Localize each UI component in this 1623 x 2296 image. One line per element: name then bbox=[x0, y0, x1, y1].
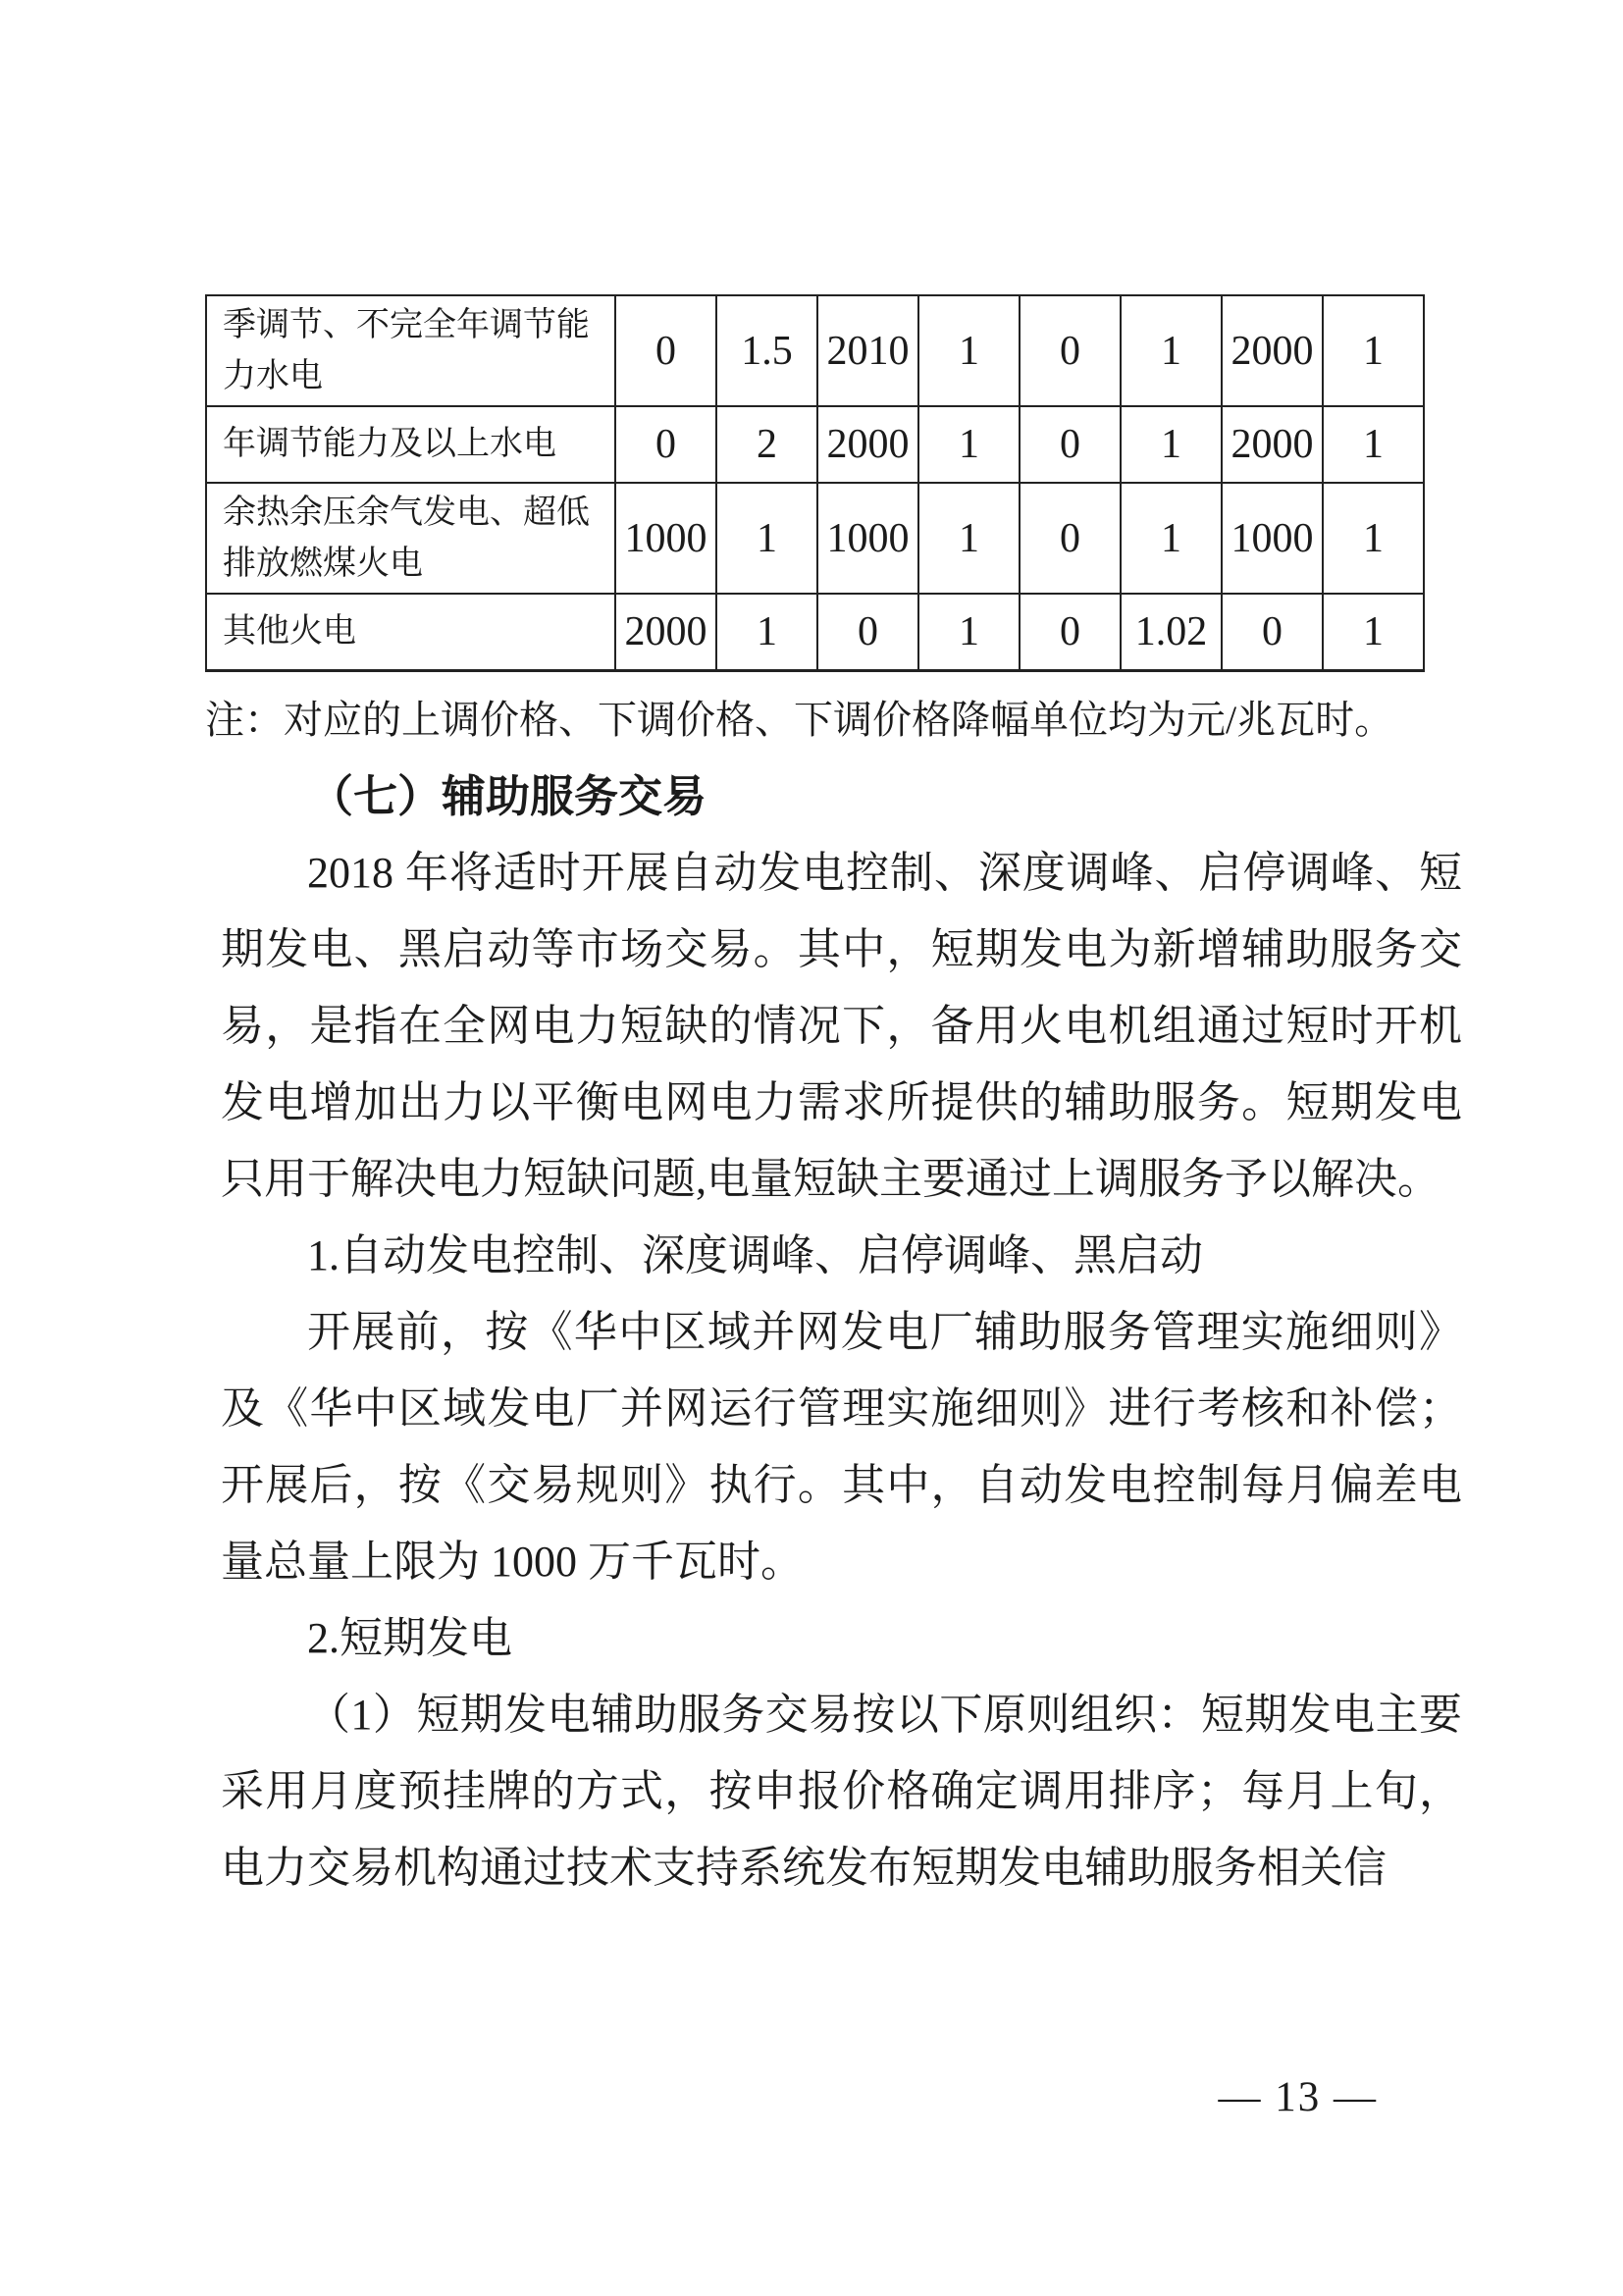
value-cell: 1 bbox=[1121, 483, 1222, 594]
value-cell: 1 bbox=[716, 483, 817, 594]
value-cell: 1 bbox=[918, 295, 1020, 406]
value-cell: 1 bbox=[1323, 406, 1424, 483]
value-cell: 1.02 bbox=[1121, 594, 1222, 670]
value-cell: 0 bbox=[1020, 295, 1121, 406]
ancillary-service-parameters-table bbox=[205, 294, 1425, 672]
table-row bbox=[206, 594, 1424, 670]
value-cell: 1000 bbox=[1222, 483, 1323, 594]
value-cell: 1 bbox=[918, 406, 1020, 483]
value-cell: 0 bbox=[615, 295, 716, 406]
value-cell: 1 bbox=[1121, 406, 1222, 483]
value-cell: 0 bbox=[1020, 406, 1121, 483]
value-cell: 0 bbox=[1222, 594, 1323, 670]
paragraph-assessment-compensation: 开展前，按《华中区域并网发电厂辅助服务管理实施细则》及《华中区域发电厂并网运行管理实施细则》进行考核和补偿；开展后，按《交易规则》执行。其中，自动发电控制每月偏差电量总量上限为 1000 万千瓦时。 bbox=[221, 1307, 1462, 1586]
value-cell: 1 bbox=[1121, 295, 1222, 406]
table-row bbox=[206, 406, 1424, 483]
value-cell: 0 bbox=[1020, 594, 1121, 670]
value-cell: 0 bbox=[1020, 483, 1121, 594]
value-cell: 2000 bbox=[817, 406, 918, 483]
value-cell: 1000 bbox=[615, 483, 716, 594]
value-cell: 1.5 bbox=[716, 295, 817, 406]
row-label: 年调节能力及以上水电 bbox=[206, 406, 615, 483]
table-row bbox=[206, 483, 1424, 594]
value-cell: 1000 bbox=[817, 483, 918, 594]
paragraph-ancillary-services-intro: 2018 年将适时开展自动发电控制、深度调峰、启停调峰、短期发电、黑启动等市场交易。其中，短期发电为新增辅助服务交易，是指在全网电力短缺的情况下，备用火电机组通过短时开机发电增加出力以平衡电网电力需求所提供的辅助服务。短期发电只用于解决电力短缺问题,电量短缺主要通过上调服务予以解决。 bbox=[221, 848, 1462, 1203]
value-cell: 1 bbox=[918, 483, 1020, 594]
subheading-short-term-generation: 2.短期发电 bbox=[307, 1613, 512, 1662]
value-cell: 0 bbox=[615, 406, 716, 483]
value-cell: 2000 bbox=[1222, 295, 1323, 406]
table-note: 注：对应的上调价格、下调价格、下调价格降幅单位均为元/兆瓦时。 bbox=[205, 697, 1394, 742]
value-cell: 2010 bbox=[817, 295, 918, 406]
value-cell: 2000 bbox=[615, 594, 716, 670]
value-cell: 1 bbox=[1323, 483, 1424, 594]
value-cell: 1 bbox=[1323, 295, 1424, 406]
page-number: — 13 — bbox=[1218, 2074, 1378, 2120]
value-cell: 2 bbox=[716, 406, 817, 483]
row-label: 其他火电 bbox=[206, 594, 615, 670]
subheading-agc-peak-blackstart: 1.自动发电控制、深度调峰、启停调峰、黑启动 bbox=[307, 1230, 1203, 1279]
value-cell: 1 bbox=[918, 594, 1020, 670]
paragraph-short-term-rules: （1）短期发电辅助服务交易按以下原则组织：短期发电主要采用月度预挂牌的方式，按申报价格确定调用排序；每月上旬，电力交易机构通过技术支持系统发布短期发电辅助服务相关信 bbox=[221, 1690, 1462, 1892]
row-label: 余热余压余气发电、超低排放燃煤火电 bbox=[206, 483, 615, 594]
value-cell: 1 bbox=[1323, 594, 1424, 670]
section-heading: （七）辅助服务交易 bbox=[309, 771, 707, 821]
row-label: 季调节、不完全年调节能力水电 bbox=[206, 295, 615, 406]
value-cell: 0 bbox=[817, 594, 918, 670]
value-cell: 2000 bbox=[1222, 406, 1323, 483]
value-cell: 1 bbox=[716, 594, 817, 670]
table-row bbox=[206, 295, 1424, 406]
